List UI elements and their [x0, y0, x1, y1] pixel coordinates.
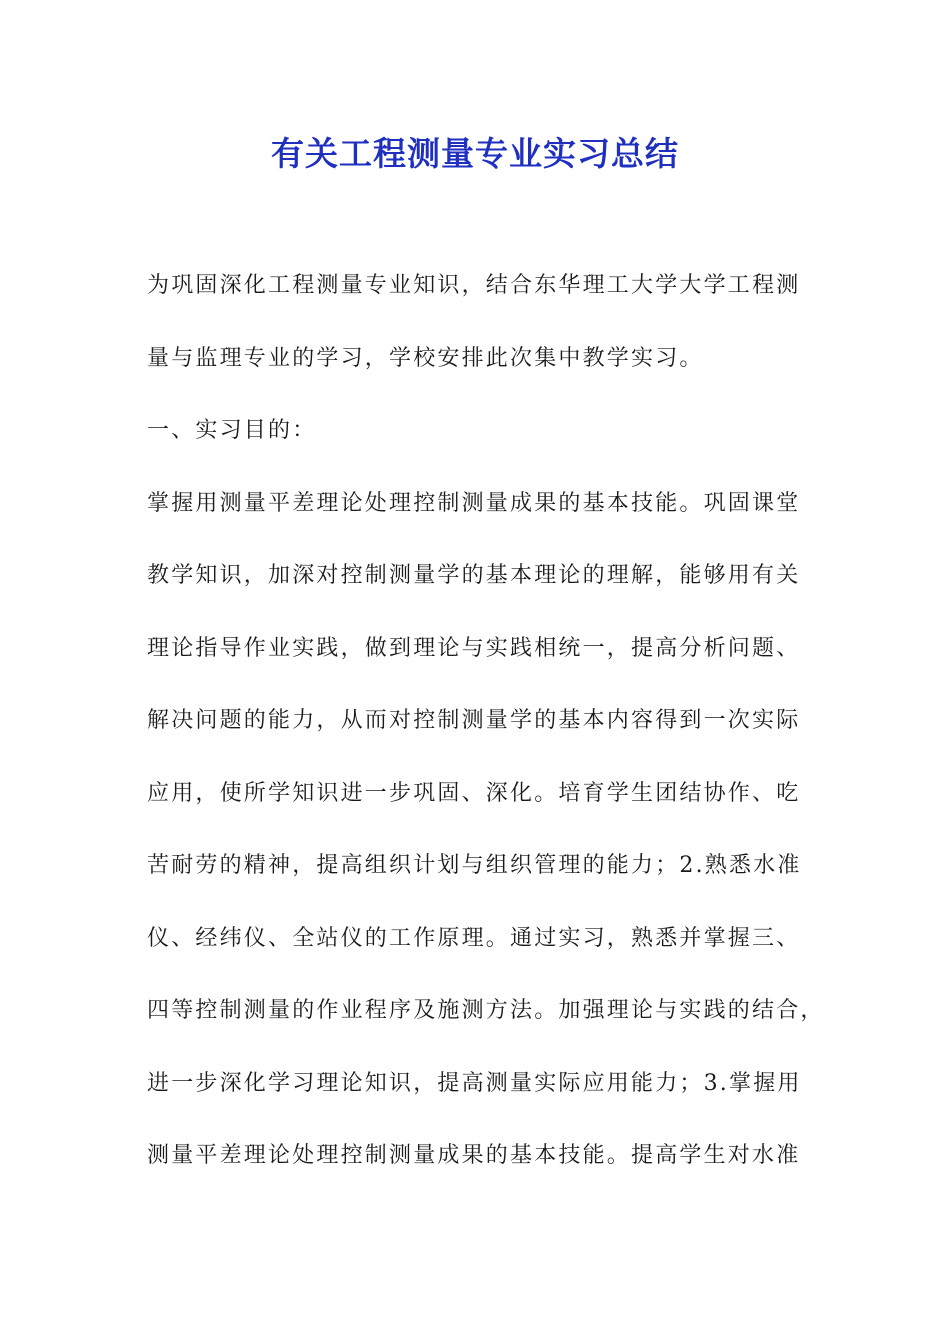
paragraph-line: 教学知识，加深对控制测量学的基本理论的理解，能够用有关: [147, 563, 801, 588]
paragraph-line: 理论指导作业实践，做到理论与实践相统一，提高分析问题、: [147, 635, 801, 661]
paragraph-line: 进一步深化学习理论知识，提高测量实际应用能力；3.掌握用: [147, 1070, 802, 1096]
paragraph-line: 为巩固深化工程测量专业知识，结合东华理工大学大学工程测: [147, 273, 801, 298]
paragraph-line: 应用，使所学知识进一步巩固、深化。培育学生团结协作、吃: [147, 780, 801, 806]
paragraph-line: 量与监理专业的学习，学校安排此次集中教学实习。: [147, 345, 704, 371]
section-heading: 一、实习目的：: [147, 418, 317, 443]
paragraph-line: 仪、经纬仪、全站仪的工作原理。通过实习，熟悉并掌握三、: [147, 925, 801, 951]
paragraph-line: 测量平差理论处理控制测量成果的基本技能。提高学生对水准: [147, 1143, 801, 1168]
paragraph-line: 掌握用测量平差理论处理控制测量成果的基本技能。巩固课堂: [147, 490, 801, 516]
paragraph-line: 苦耐劳的精神，提高组织计划与组织管理的能力；2.熟悉水准: [147, 853, 802, 878]
document-title: 有关工程测量专业实习总结: [271, 134, 679, 173]
paragraph-line: 四等控制测量的作业程序及施测方法。加强理论与实践的结合，: [147, 998, 825, 1023]
document-body: [147, 266, 827, 1209]
paragraph-line: 解决问题的能力，从而对控制测量学的基本内容得到一次实际: [147, 708, 801, 733]
